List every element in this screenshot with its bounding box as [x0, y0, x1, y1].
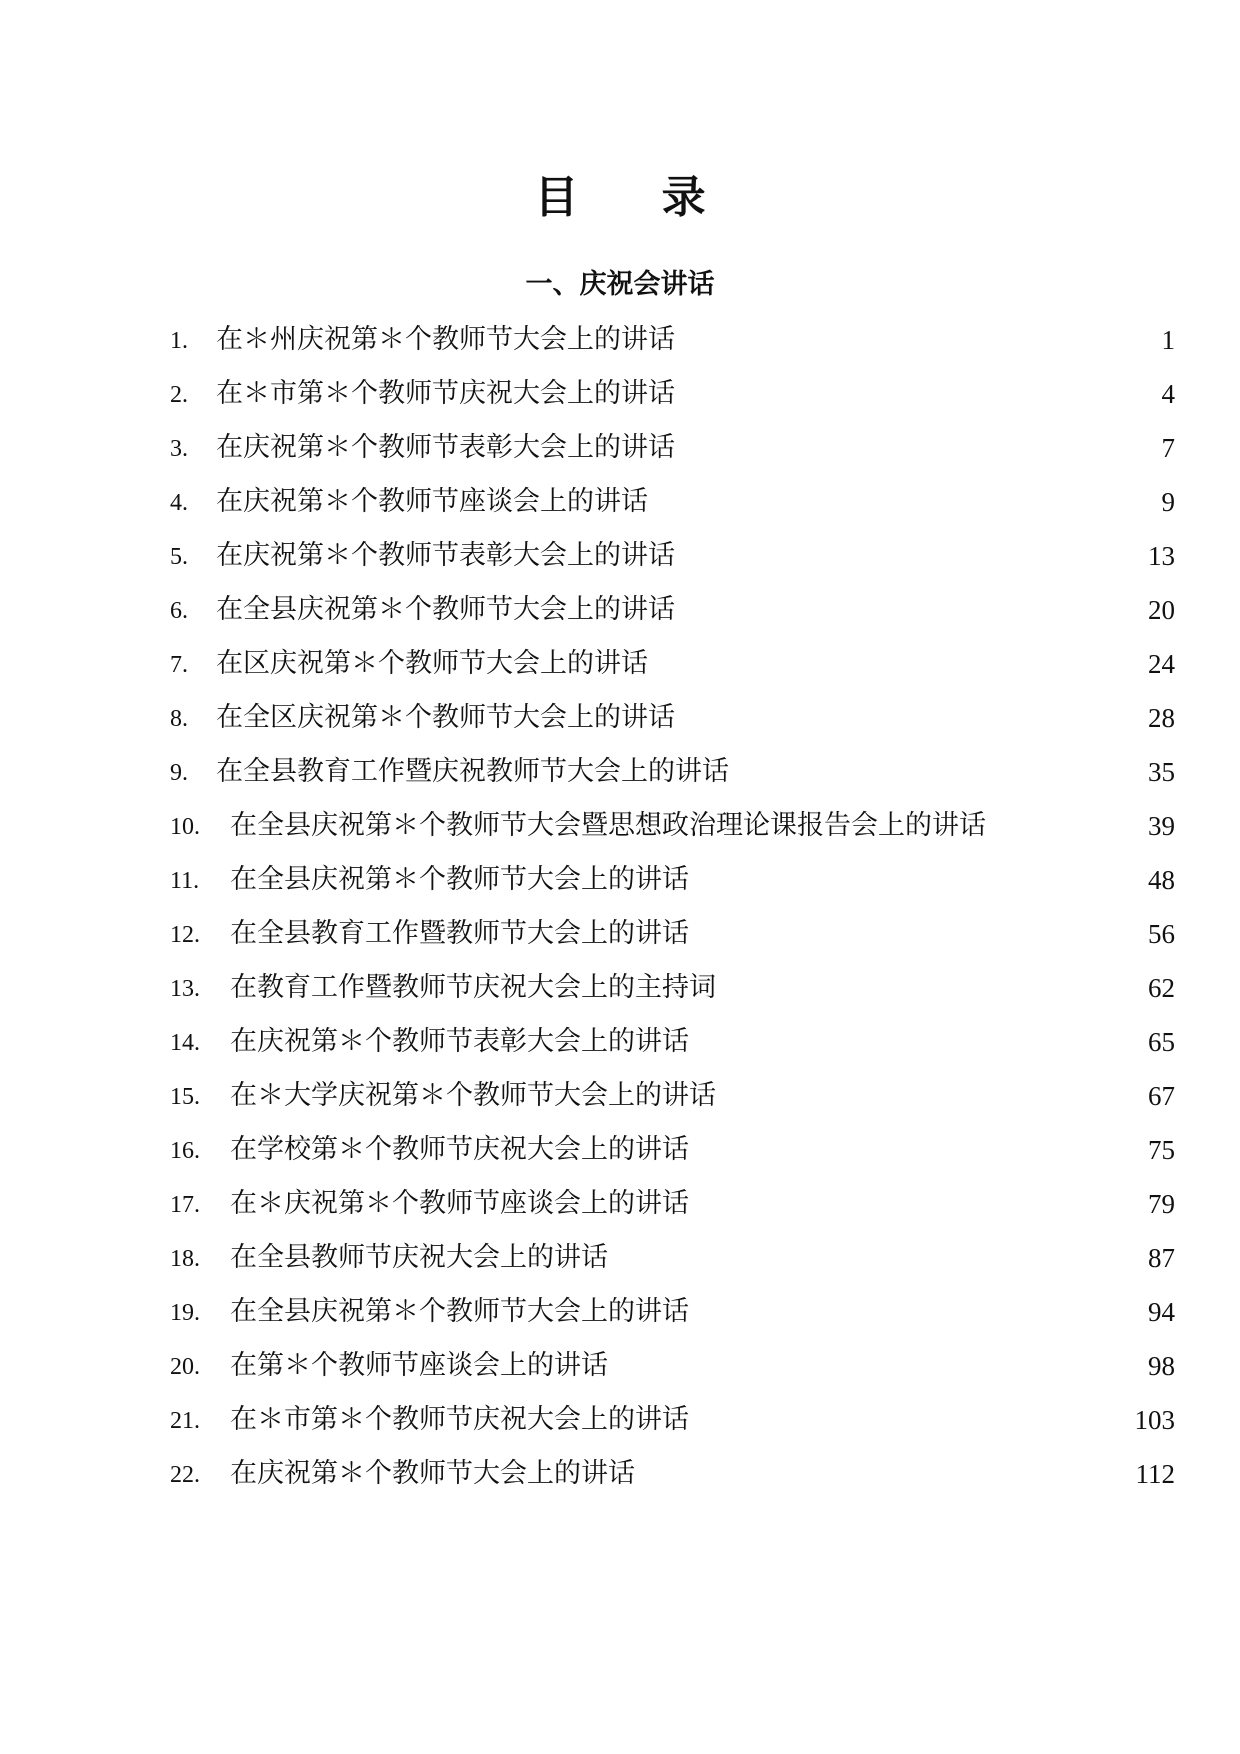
toc-entry-number: 5. — [170, 544, 188, 570]
toc-entry-number: 6. — [170, 598, 188, 624]
table-of-contents — [170, 313, 1175, 1501]
toc-entry-number: 8. — [170, 706, 188, 732]
toc-entry[interactable] — [170, 691, 1175, 745]
toc-entry-title: 在第＊个教师节座谈会上的讲话 — [230, 1350, 608, 1381]
toc-entry-title: 在＊州庆祝第＊个教师节大会上的讲话 — [216, 324, 675, 355]
toc-entry[interactable] — [170, 1285, 1175, 1339]
toc-entry[interactable] — [170, 907, 1175, 961]
toc-entry-number: 12. — [170, 922, 200, 948]
toc-entry[interactable] — [170, 961, 1175, 1015]
section-heading: 一、庆祝会讲话 — [525, 269, 715, 300]
toc-entry-title: 在全县庆祝第＊个教师节大会上的讲话 — [216, 594, 675, 625]
toc-entry-page-number: 67 — [1148, 1081, 1175, 1111]
toc-entry[interactable] — [170, 529, 1175, 583]
toc-entry-title: 在全县庆祝第＊个教师节大会上的讲话 — [230, 1296, 689, 1327]
toc-entry-number: 4. — [170, 490, 188, 516]
toc-entry[interactable] — [170, 583, 1175, 637]
toc-entry[interactable] — [170, 1231, 1175, 1285]
toc-entry[interactable] — [170, 1339, 1175, 1393]
toc-entry[interactable] — [170, 475, 1175, 529]
toc-entry[interactable] — [170, 1447, 1175, 1501]
toc-entry-title: 在庆祝第＊个教师节表彰大会上的讲话 — [216, 540, 675, 571]
toc-entry-page-number: 9 — [1161, 487, 1175, 517]
toc-entry-title: 在＊大学庆祝第＊个教师节大会上的讲话 — [230, 1080, 716, 1111]
toc-entry-page-number: 75 — [1148, 1135, 1175, 1165]
toc-entry[interactable] — [170, 1015, 1175, 1069]
toc-entry-number: 21. — [170, 1408, 200, 1434]
toc-entry[interactable] — [170, 1069, 1175, 1123]
toc-entry-title: 在全县庆祝第＊个教师节大会上的讲话 — [230, 864, 689, 895]
toc-entry-page-number: 24 — [1148, 649, 1175, 679]
toc-entry-title: 在庆祝第＊个教师节表彰大会上的讲话 — [230, 1026, 689, 1057]
page-title: 目 录 — [534, 172, 740, 223]
toc-entry-page-number: 35 — [1148, 757, 1175, 787]
toc-entry-number: 1. — [170, 328, 188, 354]
toc-entry-title: 在全县教师节庆祝大会上的讲话 — [230, 1242, 608, 1273]
toc-entry-title: 在全区庆祝第＊个教师节大会上的讲话 — [216, 702, 675, 733]
toc-entry-page-number: 98 — [1148, 1351, 1175, 1381]
toc-entry-page-number: 94 — [1148, 1297, 1175, 1327]
toc-entry-number: 16. — [170, 1138, 200, 1164]
toc-entry-page-number: 62 — [1148, 973, 1175, 1003]
toc-entry-title: 在庆祝第＊个教师节大会上的讲话 — [230, 1458, 635, 1489]
toc-entry-page-number: 79 — [1148, 1189, 1175, 1219]
toc-entry-page-number: 20 — [1148, 595, 1175, 625]
toc-entry[interactable] — [170, 745, 1175, 799]
toc-entry-page-number: 28 — [1148, 703, 1175, 733]
toc-entry-page-number: 112 — [1135, 1459, 1175, 1489]
toc-entry-page-number: 13 — [1148, 541, 1175, 571]
toc-entry-number: 19. — [170, 1300, 200, 1326]
toc-entry-page-number: 65 — [1148, 1027, 1175, 1057]
toc-entry[interactable] — [170, 421, 1175, 475]
toc-entry-page-number: 4 — [1161, 379, 1175, 409]
toc-entry-title: 在全县庆祝第＊个教师节大会暨思想政治理论课报告会上的讲话 — [230, 810, 986, 841]
toc-entry-page-number: 39 — [1148, 811, 1175, 841]
toc-entry-title: 在庆祝第＊个教师节座谈会上的讲话 — [216, 486, 648, 517]
toc-entry[interactable] — [170, 313, 1175, 367]
toc-entry[interactable] — [170, 799, 1175, 853]
toc-entry-title: 在全县教育工作暨庆祝教师节大会上的讲话 — [216, 756, 729, 787]
toc-entry[interactable] — [170, 1123, 1175, 1177]
toc-entry-page-number: 48 — [1148, 865, 1175, 895]
toc-entry-number: 11. — [170, 868, 200, 894]
toc-entry[interactable] — [170, 1393, 1175, 1447]
toc-entry-title: 在庆祝第＊个教师节表彰大会上的讲话 — [216, 432, 675, 463]
toc-entry-number: 9. — [170, 760, 188, 786]
toc-entry-number: 3. — [170, 436, 188, 462]
toc-entry[interactable] — [170, 1177, 1175, 1231]
toc-entry[interactable] — [170, 853, 1175, 907]
toc-entry-page-number: 1 — [1161, 325, 1175, 355]
toc-entry[interactable] — [170, 637, 1175, 691]
toc-entry-number: 14. — [170, 1030, 200, 1056]
toc-entry-number: 20. — [170, 1354, 200, 1380]
toc-entry-page-number: 56 — [1148, 919, 1175, 949]
toc-entry-number: 18. — [170, 1246, 200, 1272]
toc-entry-number: 10. — [170, 814, 200, 840]
toc-entry-page-number: 87 — [1148, 1243, 1175, 1273]
toc-entry[interactable] — [170, 367, 1175, 421]
toc-entry-title: 在＊市第＊个教师节庆祝大会上的讲话 — [230, 1404, 689, 1435]
toc-entry-number: 13. — [170, 976, 200, 1002]
toc-entry-title: 在＊庆祝第＊个教师节座谈会上的讲话 — [230, 1188, 689, 1219]
toc-entry-title: 在区庆祝第＊个教师节大会上的讲话 — [216, 648, 648, 679]
toc-entry-title: 在全县教育工作暨教师节大会上的讲话 — [230, 918, 689, 949]
toc-entry-title: 在学校第＊个教师节庆祝大会上的讲话 — [230, 1134, 689, 1165]
toc-entry-number: 17. — [170, 1192, 200, 1218]
toc-entry-page-number: 103 — [1134, 1405, 1175, 1435]
toc-entry-title: 在＊市第＊个教师节庆祝大会上的讲话 — [216, 378, 675, 409]
toc-entry-number: 15. — [170, 1084, 200, 1110]
toc-entry-page-number: 7 — [1161, 433, 1175, 463]
toc-entry-number: 2. — [170, 382, 188, 408]
toc-entry-number: 22. — [170, 1462, 200, 1488]
toc-entry-number: 7. — [170, 652, 188, 678]
toc-entry-title: 在教育工作暨教师节庆祝大会上的主持词 — [230, 972, 716, 1003]
